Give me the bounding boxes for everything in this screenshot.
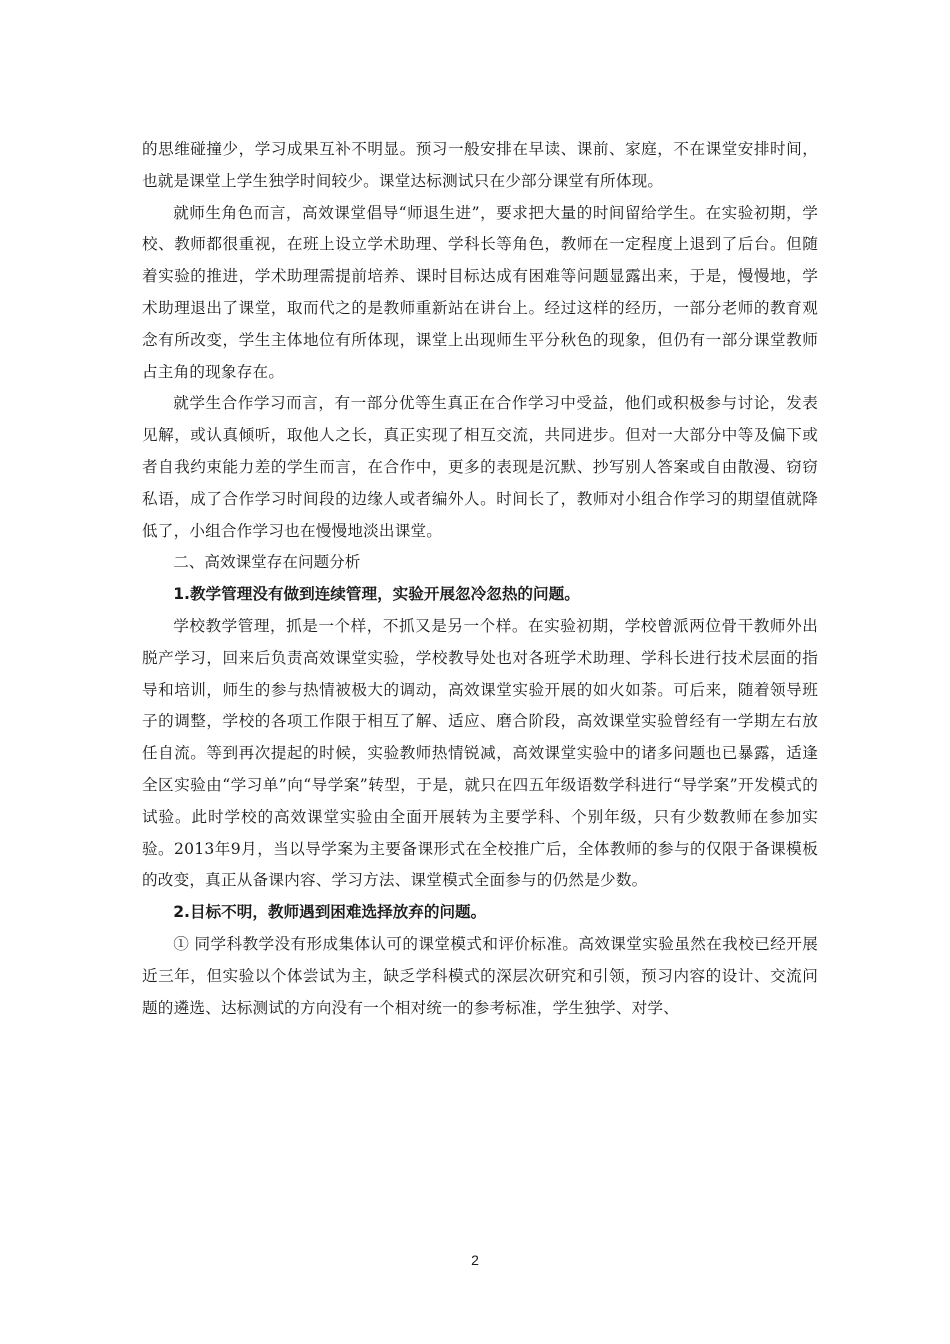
paragraph-2: 就师生角色而言，高效课堂倡导“师退生进”，要求把大量的时间留给学生。在实验初期，学校、教师都很重视，在班上设立学术助理、学科长等角色，教师在一定程度上退到了后台。但随着实验的推进，学术助理需提前培养、课时目标达成有困难等问题显露出来，于是，慢慢地，学术助理退出了课堂，取而代之的是教师重新站在讲台上。经过这样的经历，一部分老师的教育观念有所改变，学生主体地位有所体现，课堂上出现师生平分秋色的现象，但仍有一部分课堂教师占主角的现象存在。 [142,203,818,381]
paragraph-3: 就学生合作学习而言，有一部分优等生真正在合作学习中受益，他们或积极参与讨论，发表见解，或认真倾听，取他人之长，真正实现了相互交流，共同进步。但对一大部分中等及偏下或者自我约束能力差的学生而言，在合作中，更多的表现是沉默、抄写别人答案或自由散漫、窃窃私语，成了合作学习时间段的边缘人或者编外人。时间长了，教师对小组合作学习的期望值就降低了，小组合作学习也在慢慢地淡出课堂。 [142,394,818,540]
subsection-heading-2: 2.目标不明，教师遇到困难选择放弃的问题。 [173,903,487,922]
subsection-heading-1: 1.教学管理没有做到连续管理，实验开展忽冷忽热的问题。 [173,585,580,604]
section-heading-2: 二、高效课堂存在问题分析 [173,553,361,572]
document-body [142,134,818,1024]
page-number: 2 [471,1252,479,1268]
paragraph-4: 学校教学管理，抓是一个样，不抓又是另一个样。在实验初期，学校曾派两位骨干教师外出脱产学习，回来后负责高效课堂实验，学校教导处也对各班学术助理、学科长进行技术层面的指导和培训，师生的参与热情被极大的调动，高效课堂实验开展的如火如荼。可后来，随着领导班子的调整，学校的各项工作限于相互了解、适应、磨合阶段，高效课堂实验曾经有一学期左右放任自流。等到再次提起的时候，实验教师热情锐减，高效课堂实验中的诸多问题也已暴露，适逢全区实验由“学习单”向“导学案”转型，于是，就只在四五年级语数学科进行“导学案”开发模式的试验。此时学校的高效课堂实验由全面开展转为主要学科、个别年级，只有少数教师在参加实验。2013年9月，当以导学案为主要备课形式在全校推广后，全体教师的参与的仅限于备课模板的改变，真正从备课内容、学习方法、课堂模式全面参与的仍然是少数。 [142,616,818,890]
paragraph-5: ① 同学科教学没有形成集体认可的课堂模式和评价标准。高效课堂实验虽然在我校已经开展近三年，但实验以个体尝试为主，缺乏学科模式的深层次研究和引领，预习内容的设计、交流问题的遴选、达标测试的方向没有一个相对统一的参考标准，学生独学、对学、 [142,934,818,1017]
paragraph-1: 的思维碰撞少，学习成果互补不明显。预习一般安排在早读、课前、家庭，不在课堂安排时间，也就是课堂上学生独学时间较少。课堂达标测试只在少部分课堂有所体现。 [142,140,818,190]
